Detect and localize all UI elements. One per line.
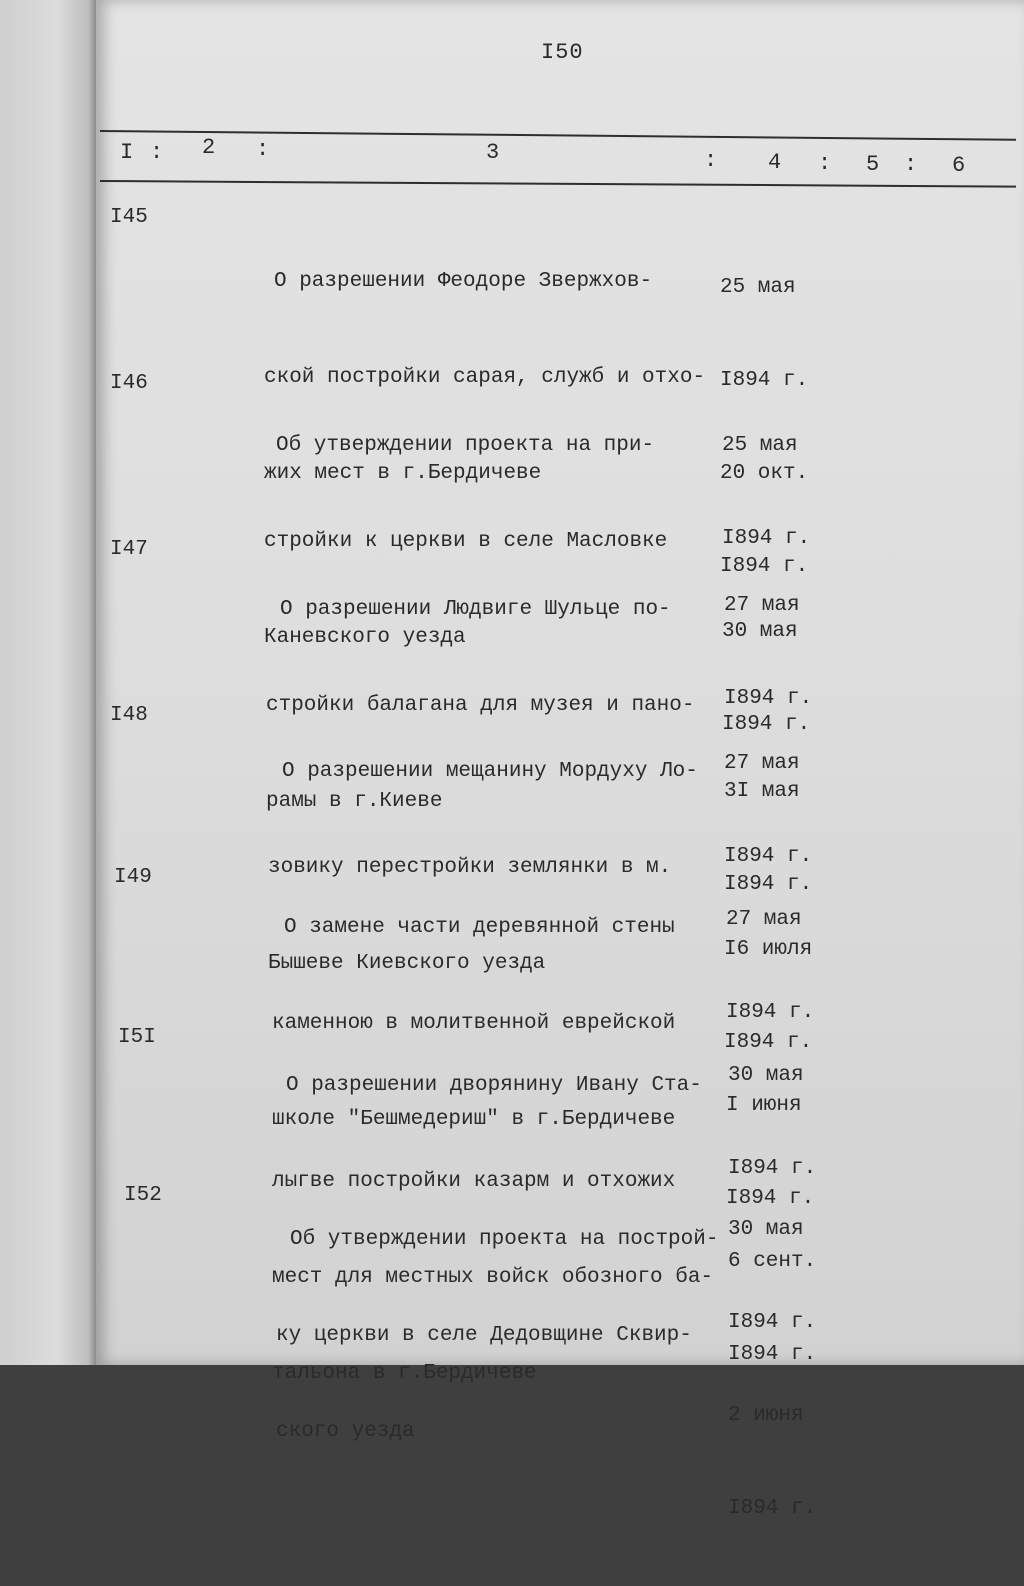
entry-title-line: О разрешении мещанину Мордуху Ло- [282, 760, 698, 783]
column-header-2: 2 [202, 135, 216, 160]
column-separator: : [150, 140, 164, 165]
entry-number: I46 [110, 372, 148, 395]
column-header-4: 4 [768, 150, 782, 175]
entry-dates [728, 1152, 816, 1586]
entry-title [276, 1160, 718, 1512]
entry-title-line: Каневского уезда [264, 626, 466, 649]
entry-date-end-year: I894 г. [728, 1343, 817, 1366]
entry-date-end: 2 июня [728, 1404, 804, 1427]
entry-date-end-year: I894 г. [722, 713, 811, 736]
entry-title-line: жих мест в г.Бердичеве [264, 462, 542, 485]
entry-date-start-year: I894 г. [726, 1001, 815, 1024]
entry-title-line: О разрешении дворянину Ивану Ста- [286, 1074, 702, 1097]
book-spine-shadow [0, 0, 96, 1365]
entry-number: I45 [110, 206, 148, 229]
entry-date-end-year: I894 г. [724, 1031, 813, 1054]
entry-date-start: 25 мая [720, 276, 796, 299]
entry-date-end-year: I894 г. [720, 555, 809, 578]
entry-title-line: О замене части деревянной стены [284, 916, 675, 939]
entry-title-line: лыгве постройки казарм и отхожих [272, 1170, 676, 1193]
entry-title-line: Бышеве Киевского уезда [268, 952, 546, 975]
entry-date-end-year: I894 г. [726, 1187, 815, 1210]
entry-date-end: I6 июля [724, 938, 813, 961]
header-rule-top [100, 130, 1016, 141]
column-header-6: 6 [952, 153, 966, 178]
entry-title-line: мест для местных войск обозного ба- [272, 1266, 714, 1289]
column-separator: : [256, 137, 270, 162]
entry-title-line: тальона в г.Бердичеве [272, 1362, 537, 1385]
entry-date-start-year: I894 г. [724, 845, 813, 868]
entry-date-start-year: I894 г. [720, 369, 809, 392]
column-separator: : [904, 152, 918, 177]
entry-date-start: 27 мая [724, 594, 800, 617]
entry-date-end: I июня [726, 1094, 802, 1117]
entry-number: I47 [110, 538, 148, 561]
entry-title-line: школе "Бешмедериш" в г.Бердичеве [272, 1108, 676, 1131]
entry-number: I49 [114, 866, 152, 889]
entry-title-line: О разрешении Людвиге Шульце по- [280, 598, 671, 621]
column-separator: : [818, 151, 832, 176]
entry-title-line: зовику перестройки землянки в м. [268, 856, 672, 879]
entry-number: I52 [124, 1184, 162, 1207]
entry-title-line: ку церкви в селе Дедовщине Сквир- [276, 1324, 692, 1347]
column-header-1: I [120, 140, 134, 165]
entry-title-line: каменною в молитвенной еврейской [272, 1012, 676, 1035]
entry-number: I48 [110, 704, 148, 727]
column-separator: : [704, 148, 718, 173]
entry-date-start: 30 мая [728, 1064, 804, 1087]
entry-date-start-year: I894 г. [728, 1157, 817, 1180]
entry-date-end: 3I мая [724, 780, 800, 803]
entry-title-line: Об утверждении проекта на построй- [290, 1228, 719, 1251]
page-number: I50 [541, 40, 584, 65]
entry-date-start: 27 мая [724, 752, 800, 775]
document-page [96, 0, 1024, 1520]
entry-date-start-year: I894 г. [728, 1311, 817, 1334]
header-rule-bottom [100, 180, 1016, 188]
entry-title-line: стройки к церкви в селе Масловке [264, 530, 668, 553]
entry-date-start: 27 мая [726, 908, 802, 931]
entry-date-end: 30 мая [722, 620, 798, 643]
entry-date-end-year: I894 г. [724, 873, 813, 896]
entry-title-line: О разрешении Феодоре Звержхов- [274, 270, 653, 293]
column-header-5: 5 [866, 152, 880, 177]
entry-date-start: 30 мая [728, 1218, 804, 1241]
entry-date-start: 25 мая [722, 434, 798, 457]
entry-date-end: 20 окт. [720, 462, 809, 485]
entry-title-line: рамы в г.Киеве [266, 790, 443, 813]
entry-title-line: ского уезда [276, 1420, 415, 1443]
entry-date-end-year: I894 г. [728, 1497, 817, 1520]
entry-date-end: 6 сент. [728, 1250, 817, 1273]
entry-title-line: Об утверждении проекта на при- [276, 434, 655, 457]
entry-number: I5I [118, 1026, 156, 1049]
entry-date-start-year: I894 г. [724, 687, 813, 710]
column-header-3: 3 [486, 140, 500, 165]
entry-date-start-year: I894 г. [722, 527, 811, 550]
entry-title-line: стройки балагана для музея и пано- [266, 694, 695, 717]
entry-title-line: ской постройки сарая, служб и отхо- [264, 366, 706, 389]
